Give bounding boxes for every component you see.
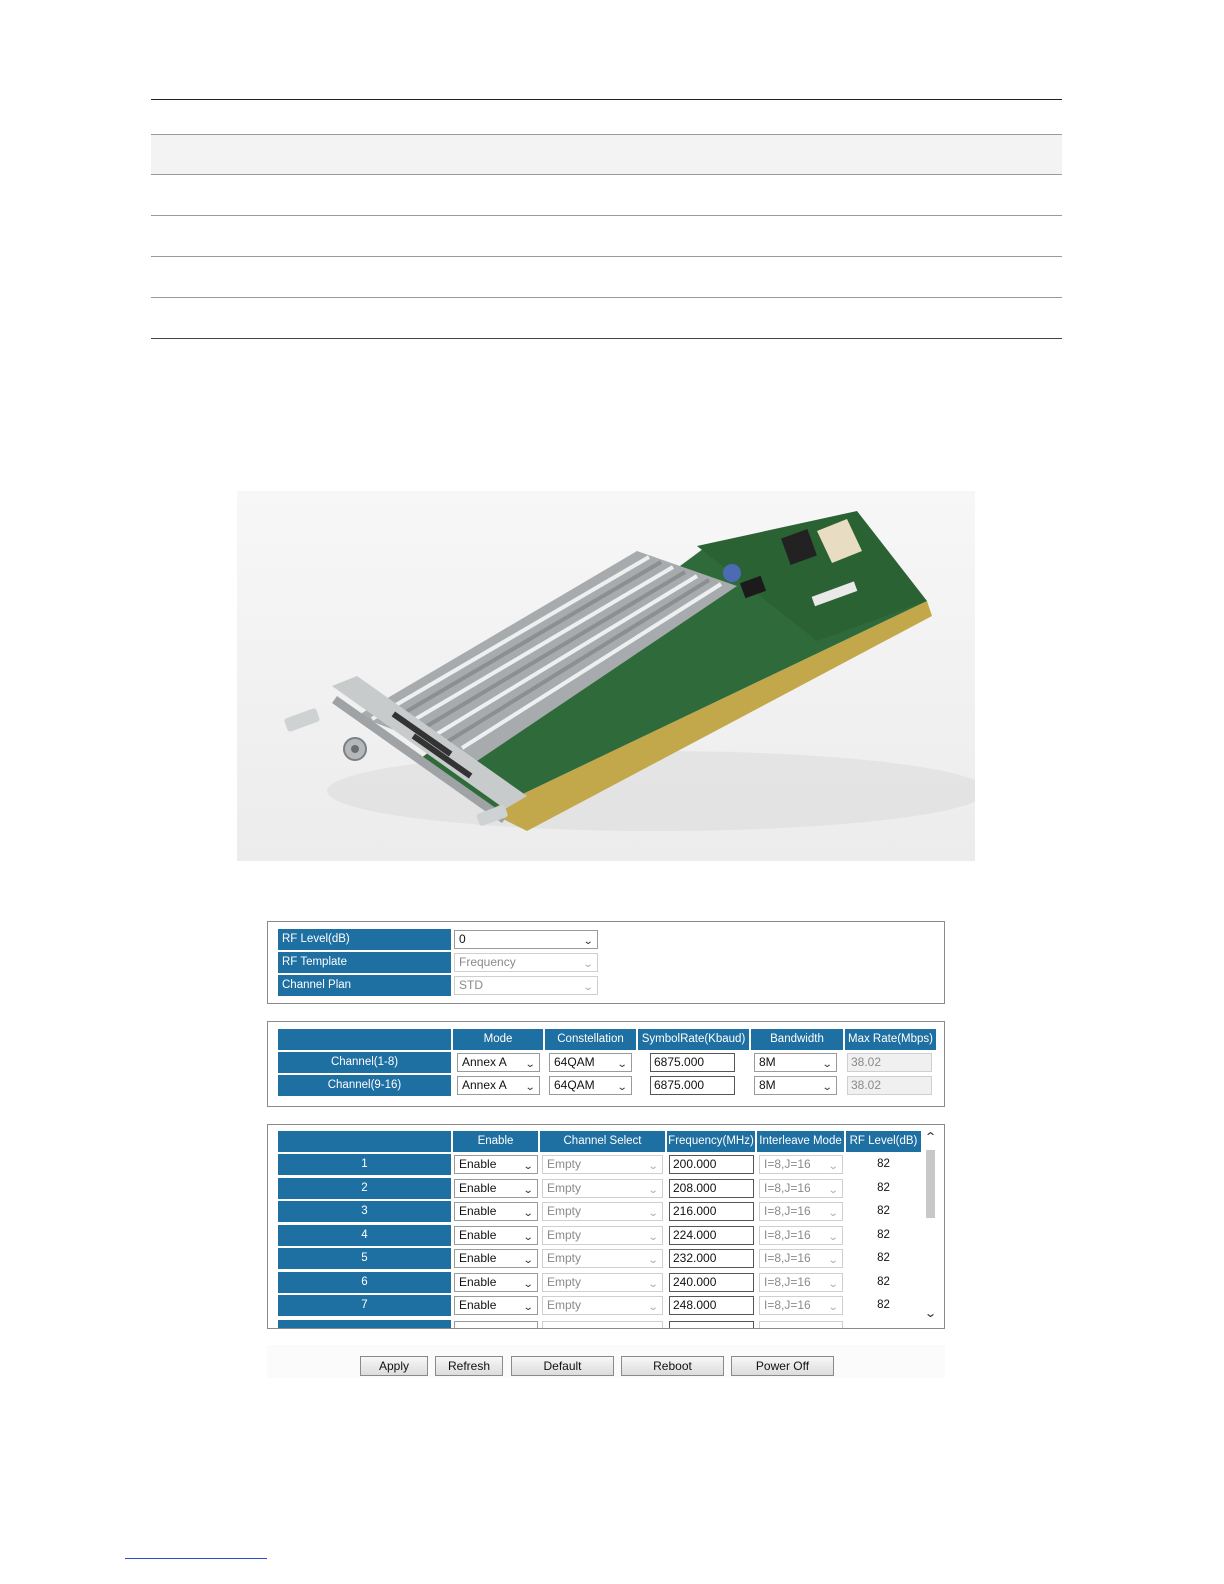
chevron-down-icon: ⌄	[524, 1059, 536, 1070]
bandwidth-select[interactable]	[754, 1053, 837, 1072]
enable-value: Enable	[459, 1298, 497, 1312]
scroll-down-icon[interactable]: ⌄	[923, 1306, 938, 1320]
default-button[interactable]: Default	[511, 1356, 614, 1376]
channel-select-value: Empty	[547, 1204, 582, 1218]
action-button-bar	[267, 1345, 945, 1378]
interleave-select[interactable]	[759, 1273, 843, 1292]
channel-plan-label: Channel Plan	[278, 975, 451, 996]
enable-select[interactable]	[454, 1296, 538, 1315]
chevron-down-icon: ⌄	[522, 1302, 534, 1313]
chevron-down-icon: ⌄	[524, 1082, 536, 1093]
mode-value: Annex A	[462, 1078, 507, 1092]
rf-level-value: 82	[877, 1229, 890, 1241]
rf-level-value: 82	[877, 1299, 890, 1311]
mode-select[interactable]	[457, 1053, 540, 1072]
channel-select[interactable]	[542, 1321, 663, 1329]
channel-select-value: Empty	[547, 1251, 582, 1265]
enable-select[interactable]	[454, 1179, 538, 1198]
top-rule	[151, 99, 1062, 100]
footer-link-underline	[125, 1558, 267, 1559]
interleave-select[interactable]	[759, 1155, 843, 1174]
qam-module-illustration	[237, 491, 975, 861]
interleave-value: I=8,J=16	[764, 1204, 811, 1218]
rf-level-value: 82	[877, 1158, 890, 1170]
spec-table-row	[151, 175, 1062, 216]
interleave-value: I=8,J=16	[764, 1157, 811, 1171]
interleave-select[interactable]	[759, 1321, 843, 1329]
channel-number: 7	[278, 1295, 451, 1316]
spec-table	[151, 99, 1062, 339]
constellation-value: 64QAM	[554, 1078, 595, 1092]
channel-select-value: Empty	[547, 1298, 582, 1312]
constellation-select[interactable]	[549, 1076, 632, 1095]
channel-number: 1	[278, 1154, 451, 1175]
mode-value: Annex A	[462, 1055, 507, 1069]
chevron-down-icon: ⌄	[827, 1185, 839, 1196]
scroll-up-icon[interactable]: ⌃	[923, 1130, 938, 1144]
rf-level-value: 82	[877, 1276, 890, 1288]
frequency-input[interactable]: 208.000	[669, 1179, 754, 1198]
channel-select-value: Empty	[547, 1228, 582, 1242]
channel-plan-value: STD	[459, 978, 483, 992]
chevron-down-icon: ⌄	[827, 1161, 839, 1172]
constellation-value: 64QAM	[554, 1055, 595, 1069]
max-rate-field: 38.02	[847, 1076, 932, 1095]
enable-select[interactable]	[454, 1249, 538, 1268]
chevron-down-icon: ⌄	[821, 1082, 833, 1093]
chevron-down-icon: ⌄	[647, 1279, 659, 1290]
channel-select[interactable]	[542, 1296, 663, 1315]
chevron-down-icon: ⌄	[647, 1302, 659, 1313]
max-rate-field: 38.02	[847, 1053, 932, 1072]
spec-table-row	[151, 298, 1062, 339]
chevron-down-icon: ⌄	[522, 1208, 534, 1219]
channel-select-value: Empty	[547, 1181, 582, 1195]
channel-list-panel	[267, 1124, 945, 1329]
rf-settings-panel	[267, 921, 945, 1004]
enable-value: Enable	[459, 1275, 497, 1289]
frequency-input[interactable]: 232.000	[669, 1249, 754, 1268]
enable-value: Enable	[459, 1181, 497, 1195]
chevron-down-icon: ⌄	[582, 959, 594, 970]
header-rf-level: RF Level(dB)	[846, 1131, 921, 1152]
frequency-input[interactable]: 224.000	[669, 1226, 754, 1245]
enable-select[interactable]	[454, 1321, 538, 1329]
enable-value: Enable	[459, 1228, 497, 1242]
channel-number: 5	[278, 1248, 451, 1269]
channel-select[interactable]	[542, 1226, 663, 1245]
frequency-input[interactable]	[669, 1321, 754, 1329]
interleave-value: I=8,J=16	[764, 1181, 811, 1195]
chevron-down-icon: ⌄	[827, 1255, 839, 1266]
rf-level-value: 82	[877, 1252, 890, 1264]
chevron-down-icon: ⌄	[827, 1208, 839, 1219]
refresh-button[interactable]: Refresh	[435, 1356, 503, 1376]
rf-level-value: 82	[877, 1182, 890, 1194]
channel-select[interactable]	[542, 1249, 663, 1268]
channel-group-label: Channel(9-16)	[278, 1075, 451, 1096]
interleave-value: I=8,J=16	[764, 1251, 811, 1265]
apply-button[interactable]: Apply	[360, 1356, 428, 1376]
header-bandwidth: Bandwidth	[751, 1029, 843, 1050]
chevron-down-icon: ⌄	[821, 1059, 833, 1070]
rf-level-value: 82	[877, 1205, 890, 1217]
interleave-select[interactable]	[759, 1249, 843, 1268]
scroll-thumb[interactable]	[926, 1150, 935, 1218]
header-interleave-mode: Interleave Mode	[757, 1131, 844, 1152]
enable-value: Enable	[459, 1204, 497, 1218]
channel-select[interactable]	[542, 1155, 663, 1174]
frequency-input[interactable]: 240.000	[669, 1273, 754, 1292]
channel-list-scrollbar[interactable]	[923, 1130, 938, 1322]
bandwidth-select[interactable]	[754, 1076, 837, 1095]
bandwidth-value: 8M	[759, 1055, 776, 1069]
chevron-down-icon: ⌄	[522, 1185, 534, 1196]
chevron-down-icon: ⌄	[616, 1082, 628, 1093]
header-mode: Mode	[453, 1029, 543, 1050]
rf-level-value: 0	[459, 932, 466, 946]
enable-select[interactable]	[454, 1202, 538, 1221]
product-photo	[237, 491, 975, 861]
header-enable: Enable	[453, 1131, 538, 1152]
chevron-down-icon: ⌄	[827, 1279, 839, 1290]
channel-number: 2	[278, 1178, 451, 1199]
chevron-down-icon: ⌄	[647, 1161, 659, 1172]
enable-select[interactable]	[454, 1273, 538, 1292]
chevron-down-icon: ⌄	[616, 1059, 628, 1070]
channel-select[interactable]	[542, 1179, 663, 1198]
spec-table-row	[151, 257, 1062, 298]
channel-row-partial	[278, 1320, 451, 1329]
header-constellation: Constellation	[545, 1029, 636, 1050]
chevron-down-icon: ⌄	[582, 936, 594, 947]
chevron-down-icon: ⌄	[647, 1232, 659, 1243]
header-max-rate: Max Rate(Mbps)	[845, 1029, 936, 1050]
chevron-down-icon: ⌄	[582, 982, 594, 993]
channel-number: 6	[278, 1272, 451, 1293]
chevron-down-icon: ⌄	[522, 1161, 534, 1172]
rf-level-select[interactable]	[454, 930, 598, 949]
interleave-select[interactable]	[759, 1226, 843, 1245]
chevron-down-icon: ⌄	[522, 1232, 534, 1243]
reboot-button[interactable]: Reboot	[621, 1356, 724, 1376]
chevron-down-icon: ⌄	[827, 1302, 839, 1313]
frequency-input[interactable]: 216.000	[669, 1202, 754, 1221]
symbol-rate-input[interactable]: 6875.000	[650, 1053, 735, 1072]
modulation-panel	[267, 1021, 945, 1107]
rf-template-value: Frequency	[459, 955, 516, 969]
rf-level-label: RF Level(dB)	[278, 929, 451, 950]
interleave-select[interactable]	[759, 1296, 843, 1315]
modulation-header-corner	[278, 1029, 451, 1050]
chevron-down-icon: ⌄	[522, 1279, 534, 1290]
channel-plan-select[interactable]	[454, 976, 598, 995]
enable-select[interactable]	[454, 1155, 538, 1174]
rf-template-label: RF Template	[278, 952, 451, 973]
interleave-value: I=8,J=16	[764, 1275, 811, 1289]
interleave-value: I=8,J=16	[764, 1298, 811, 1312]
chevron-down-icon: ⌄	[647, 1185, 659, 1196]
chevron-down-icon: ⌄	[647, 1208, 659, 1219]
power-off-button[interactable]: Power Off	[731, 1356, 834, 1376]
channel-number: 4	[278, 1225, 451, 1246]
channel-select-value: Empty	[547, 1157, 582, 1171]
channel-header-corner	[278, 1131, 451, 1152]
chevron-down-icon: ⌄	[647, 1255, 659, 1266]
mode-select[interactable]	[457, 1076, 540, 1095]
constellation-select[interactable]	[549, 1053, 632, 1072]
chevron-down-icon: ⌄	[827, 1232, 839, 1243]
chevron-down-icon: ⌄	[522, 1255, 534, 1266]
spec-table-header-row	[151, 134, 1062, 175]
header-frequency: Frequency(MHz)	[667, 1131, 755, 1152]
interleave-select[interactable]	[759, 1202, 843, 1221]
enable-value: Enable	[459, 1157, 497, 1171]
header-symbol-rate: SymbolRate(Kbaud)	[638, 1029, 749, 1050]
channel-number: 3	[278, 1201, 451, 1222]
channel-select[interactable]	[542, 1202, 663, 1221]
spec-table-row	[151, 216, 1062, 257]
symbol-rate-input[interactable]: 6875.000	[650, 1076, 735, 1095]
header-channel-select: Channel Select	[540, 1131, 665, 1152]
rf-template-select[interactable]	[454, 953, 598, 972]
enable-value: Enable	[459, 1251, 497, 1265]
channel-select-value: Empty	[547, 1275, 582, 1289]
channel-group-label: Channel(1-8)	[278, 1052, 451, 1073]
channel-select[interactable]	[542, 1273, 663, 1292]
interleave-select[interactable]	[759, 1179, 843, 1198]
frequency-input[interactable]: 248.000	[669, 1296, 754, 1315]
frequency-input[interactable]: 200.000	[669, 1155, 754, 1174]
enable-select[interactable]	[454, 1226, 538, 1245]
interleave-value: I=8,J=16	[764, 1228, 811, 1242]
bandwidth-value: 8M	[759, 1078, 776, 1092]
